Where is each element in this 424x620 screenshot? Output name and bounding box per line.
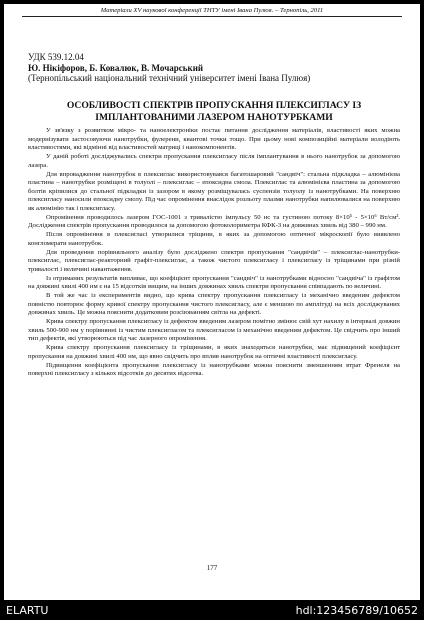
paragraph: Крива спектру пропускання плексигласу із дефектом введеним лазером помітно змінює свій хут нахилу в інтервалі довжин хвиль 500-900 нм у порівнянні із чистим плексигласом та плексигласом із механічно введеним дефектом. Це свідчить про інший тип дефектів, які утворюються під час лазерного опромінення. [28,318,400,342]
paragraph: Підвищення коефіцієнта пропускання плексигласу із нанотрубками можна пояснити зменшенням втрат Френеля на поверхні плексигласу з кількох відсотків до десятих відсотка. [28,361,400,377]
paragraph: У зв'язку з розвитком мікро- та нанoелектроніки постає питання дослідження матеріалів, властивості яких можна модернізувати застосовуючи нанотрубки, фулерени, квантові точки тощо. При цьому нові композиційні матеріали володіють властивостями, які відмінні від властивостей матриці і нанокомпонентів. [28,127,400,151]
document-page [4,4,420,600]
paragraph: Після опромінення в плексигласі утворилися тріщини, в яких за допомогою оптичної мікроскопії було виявлено конгломерати нанотрубок. [28,231,400,247]
viewer-footer [0,600,424,620]
title-line-1: ОСОБЛИВОСТІ СПЕКТРІВ ПРОПУСКАННЯ ПЛЕКСИГЛАСУ ІЗ [66,100,362,111]
paragraph: Для проведення порівняльного аналізу було досліджено спектри пропускання "сандвічів" – плексиглас-нанотрубки-плексиглас, плексиглас-реакторний графіт-плексиглас, а також чистого плексигласу і плексигласу із тріщинами при різній тривалості і величині навантаження. [28,248,400,273]
paragraph: Із отриманих результатів випливає, що коефіцієнт пропускання "сандвіч" із нанотрубками відносно "сандвіча" із графітом на довжині хвилі 400 нм є на 15 відсотків вищим, на інших довжинах хвиль спектри пропускання співпадають по величині. [28,274,400,290]
page-number: 177 [206,564,218,572]
running-header: Матеріали XV наукової конференції ТНТУ імені Івана Пулюя. – Тернопіль, 2011 [100,7,324,14]
paragraph: У даній роботі досліджувались спектри пропускання плексигласу після імплантування в нього нанотрубок за допомогою лазера. [28,153,400,169]
repository-label: ELARTU [6,604,49,617]
header-rule [22,16,402,17]
handle-identifier: hdl:123456789/10652 [295,604,418,617]
article-title [28,100,400,124]
article-body [28,127,400,379]
paragraph: Для впровадження нанотрубок в плексиглас використовувався багатошаровий "сандвіч": стальна підкладка – алюмінієва пластина – нанотрубки розміщені в толуолі – плексиглас – епоксидна смола. Плексиглас та алюмінієва пластина за допомогою болтів кріпилися до стальної підкладки із зазором в якому розміщувалась суспензія толуолу із нанотрубками. На поверхню плексигласу наносили епоксидну смолу. Під час опромінення внаслідок розльоту плазми нанотрубки напилювалися на поверхню як алюмінію так і плексигласу. [28,170,400,212]
udc-code: УДК 539.12.04 [28,52,84,62]
affiliation: (Тернопільський національний технічний університет імені Івана Пулюя) [28,73,311,83]
title-line-2: ІМПЛАНТОВАНИМИ ЛАЗЕРОМ НАНОТУРБКАМИ [95,112,333,123]
authors: Ю. Нікіфоров, Б. Ковалюк, В. Мочарський [28,62,204,73]
paragraph: В той же час із експериментів видно, що крива спектру пропускання плексигласу із механічно введеним дефектом повністю повторює форму кривої спектру пропускання чистого плексигласу, але є меншою по амплітуді на всіх досліджуваних довжинах хвиль. Це можна пояснити додатковим розсіюванням світла на дефекті. [28,292,400,316]
paragraph: Крива спектру пропускання плексигласу із тріщинами, в яких знаходяться нанотрубки, має підвищений коефіцієнт пропускання на довжині хвилі 400 нм, що явно свідчить про вплив нанотрубок на оптичні властивості плексигласу. [28,344,400,360]
article-meta [28,52,400,84]
paragraph: Опромінення проводилось лазером ГОС-1001 з тривалістю імпульсу 50 нс та густиною потоку 8×10⁵ - 5×10⁶ Вт/см². Дослідження спектрів пропускання проводилося за допомогою фотоколориметра КФК-3 на довжинах хвиль від 380 – 990 нм. [28,213,400,229]
